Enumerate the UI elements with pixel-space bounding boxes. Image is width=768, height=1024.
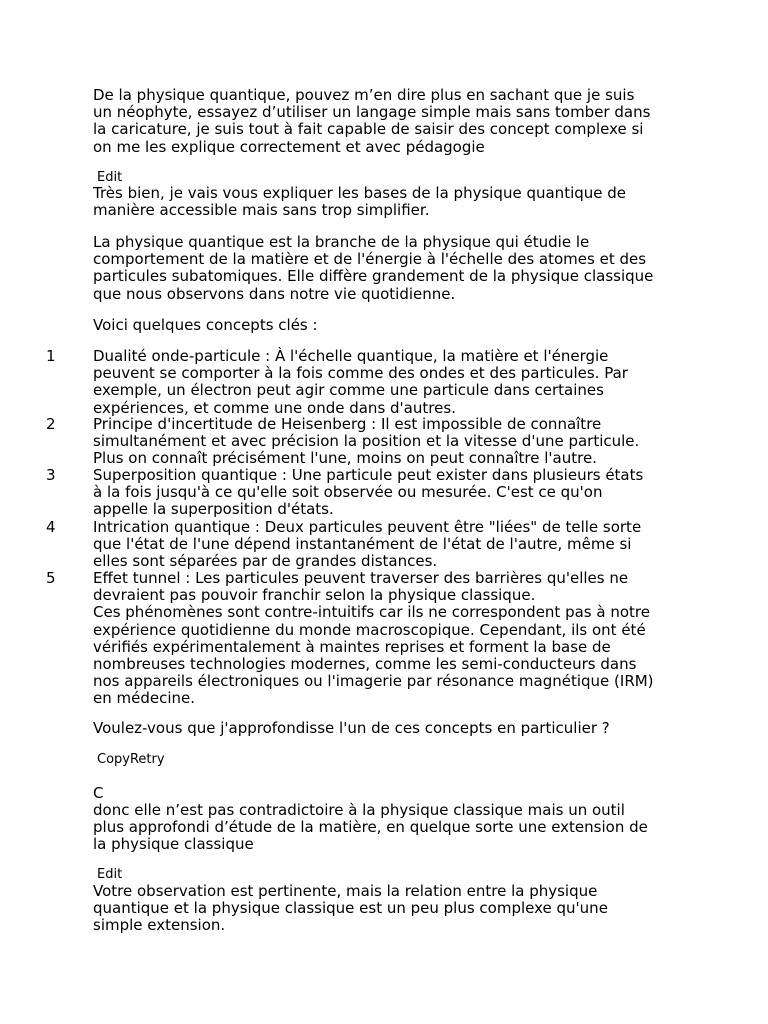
user-question-1: De la physique quantique, pouvez m’en dire plus en sachant que je suis un néophyte, essayez d’utiliser un langage simple mais sans tomber dans la caricature, je suis tout à fait capable de saisir des concept complexe si on me les explique correctement et avec pédagogie xyxy=(93,86,651,156)
list-item-text-5: Effet tunnel : Les particules peuvent traverser des barrières qu'elles ne devraient pas pouvoir franchir selon la physique classique. Ces phénomènes sont contre-intuitifs car ils ne correspondent pas à notre expérience quotidienne du monde macroscopique. Cependant, ils ont été vérifiés expérimentalement à maintes reprises et forment la base de nombreuses technologies modernes, comme les semi-conducteurs dans nos appareils électroniques ou l'imagerie par résonance magnétique (IRM) en médecine. xyxy=(93,569,654,708)
list-item-text-3: Superposition quantique : Une particule peut exister dans plusieurs états à la fois jusqu'à ce qu'elle soit observée ou mesurée. C'est ce qu'on appelle la superposition d'états. xyxy=(93,466,644,519)
user-avatar-initial: C xyxy=(93,784,104,802)
list-item-number-1: 1 xyxy=(46,347,56,365)
list-item-number-2: 2 xyxy=(46,415,56,433)
list-item-text-1: Dualité onde-particule : À l'échelle quantique, la matière et l'énergie peuvent se comporter à la fois comme des ondes et des particules. Par exemple, un électron peut agir comme une particule dans certaines expériences, et comme une onde dans d'autres. xyxy=(93,347,628,417)
answer-2: Votre observation est pertinente, mais la relation entre la physique quantique et la physique classique est un peu plus complexe qu'une simple extension. xyxy=(93,882,608,935)
list-item-number-5: 5 xyxy=(46,569,56,587)
edit-button-1[interactable]: Edit xyxy=(97,170,123,185)
follow-up-question: Voulez-vous que j'approfondisse l'un de ces concepts en particulier ? xyxy=(93,719,610,737)
list-item-text-2: Principe d'incertitude de Heisenberg : Il est impossible de connaître simultanément et avec précision la position et la vitesse d'une particule. Plus on connaît précisément l'une, moins on peut connaître l'autre. xyxy=(93,415,640,468)
list-item-number-4: 4 xyxy=(46,518,56,536)
answer-intro: Très bien, je vais vous expliquer les bases de la physique quantique de manière accessible mais sans trop simplifier. xyxy=(93,184,627,220)
list-item-number-3: 3 xyxy=(46,466,56,484)
copy-retry-button[interactable]: CopyRetry xyxy=(97,752,165,767)
answer-definition: La physique quantique est la branche de la physique qui étudie le comportement de la matière et de l'énergie à l'échelle des atomes et des particules subatomiques. Elle diffère grandement de la physique classique que nous observons dans notre vie quotidienne. xyxy=(93,233,654,303)
concepts-heading: Voici quelques concepts clés : xyxy=(93,316,318,334)
list-item-text-4: Intrication quantique : Deux particules peuvent être "liées" de telle sorte que l'état de l'une dépend instantanément de l'état de l'autre, même si elles sont séparées par de grandes distances. xyxy=(93,518,642,571)
user-question-2: donc elle n’est pas contradictoire à la physique classique mais un outil plus approfondi d’étude de la matière, en quelque sorte une extension de la physique classique xyxy=(93,801,648,854)
edit-button-2[interactable]: Edit xyxy=(97,867,123,882)
